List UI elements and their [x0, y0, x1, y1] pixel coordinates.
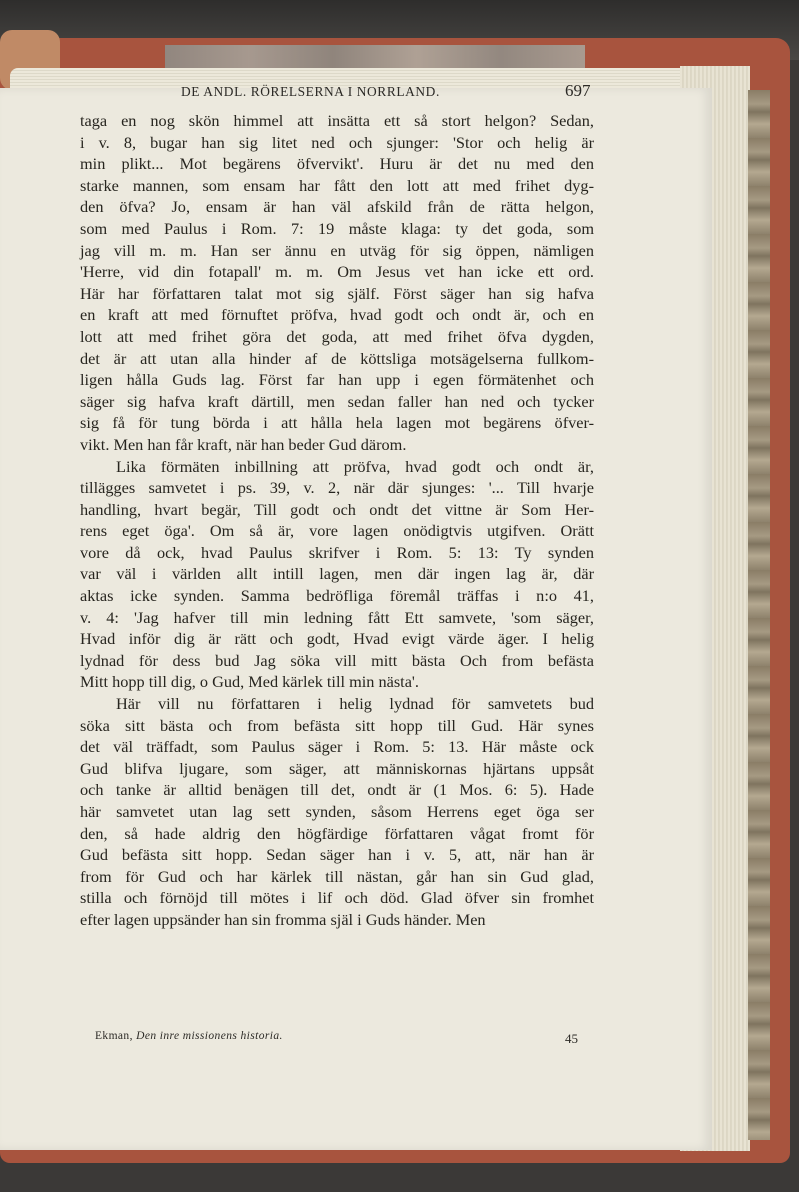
text-line: efter lagen uppsänder han sin fromma själ i Guds händer. Men	[80, 909, 486, 929]
marbled-page-edge	[748, 90, 770, 1140]
text-line: Gud blifva ljugare, som säger, att människornas hjärtans uppsåt	[80, 758, 594, 778]
text-line: v. 4: 'Jag hafver till min ledning fått Ett samvete, 'som säger,	[80, 607, 594, 627]
text-line: Här har författaren talat mot sig själf. Först säger han sig hafva	[80, 283, 594, 303]
text-line: söka sitt bästa och from befästa sitt hopp till Gud. Här synes	[80, 715, 594, 735]
page-footer	[80, 1030, 594, 1050]
paragraph	[80, 110, 594, 456]
page-header	[0, 81, 712, 108]
text-line: min plikt... Mot begärens öfvervikt'. Huru är det nu med den	[80, 154, 594, 174]
signature-line	[95, 1030, 283, 1042]
text-line: stilla och förnöjd till mötes i lif och död. Glad öfver sin fromhet	[80, 888, 594, 908]
text-line: aktas icke synden. Samma bedröfliga föremål träffas i n:o 41,	[80, 586, 594, 606]
signature-title: Den inre missionens historia.	[136, 1030, 283, 1042]
text-line: tillägges samvetet i ps. 39, v. 2, när där sjunges: '... Till hvarje	[80, 478, 594, 498]
text-line: en kraft att med förnuftet pröfva, hvad godt och ondt är, och en	[80, 305, 594, 325]
text-line: ligen hålla Guds lag. Först far han upp i egen förmätenhet och	[80, 370, 594, 390]
running-head: DE ANDL. RÖRELSERNA I NORRLAND.	[181, 84, 440, 99]
text-line: här samvetet utan lag sett synden, såsom Herrens eget öga ser	[80, 802, 594, 821]
text-line: den, så hade aldrig den högfärdige författaren vågat fromt för	[80, 823, 594, 843]
text-line: och tanke är alltid benägen till det, ondt är (1 Mos. 6: 5). Hade	[80, 780, 594, 800]
text-line: rens eget öga'. Om så är, vore lagen onödigtvis utgifven. Orätt	[80, 521, 594, 541]
text-line: vore då ock, hvad Paulus skrifver i Rom. 5: 13: Ty synden	[80, 542, 594, 562]
text-line: from för Gud och har kärlek till nästan, går han sin Gud glad,	[80, 866, 594, 886]
text-line: Gud befästa sitt hopp. Sedan säger han i v. 5, att, när han är	[80, 845, 594, 865]
text-line: lott att med frihet göra det goda, att med frihet öfva dygden,	[80, 326, 594, 346]
text-line: starke mannen, som ensam har fått den lott att med frihet dyg-	[80, 175, 594, 195]
signature-number: 45	[565, 1031, 578, 1046]
text-line: Här vill nu författaren i helig lydnad för samvetets bud	[116, 694, 594, 714]
text-line: taga en nog skön himmel att insätta ett så stort helgon? Sedan,	[80, 111, 594, 130]
text-line: det väl träffadt, som Paulus säger i Rom. 5: 13. Här måste ock	[80, 737, 594, 757]
text-line: sig få för tung börda i att hålla hela lagen mot begärens öfver-	[80, 413, 594, 433]
text-line: den öfva? Jo, ensam är han väl afskild från de rätta helgon,	[80, 197, 594, 217]
text-line: lydnad för dess bud Jag söka vill mitt bästa Och from befästa	[80, 650, 594, 670]
text-line: i v. 8, bugar han sig litet ned och sjunger: 'Stor och helig är	[80, 132, 594, 152]
text-line: handling, hvart begär, Till godt och ondt det vittne är Som Her-	[80, 499, 594, 519]
text-line: 'Herre, vid din fotapall' m. m. Om Jesus vet han icke ett ord.	[80, 262, 594, 282]
text-line: vikt. Men han får kraft, när han beder Gud därom.	[80, 434, 407, 454]
text-line: som med Paulus i Rom. 7: 19 måste klaga: ty det goda, som	[80, 218, 594, 238]
text-line: Hvad inför dig är rätt och godt, Hvad evigt värde äger. I helig	[80, 629, 594, 649]
page-number: 697	[565, 81, 591, 100]
signature-author: Ekman,	[95, 1030, 133, 1042]
paragraph	[80, 693, 594, 931]
body-text	[80, 110, 594, 931]
text-line: Mitt hopp till dig, o Gud, Med kärlek till min nästa'.	[80, 672, 419, 692]
text-line: säger sig hafva kraft därtill, men sedan faller han ned och tycker	[80, 391, 594, 411]
text-line: det är att utan alla hinder af de köttsliga motsägelserna fullkom-	[80, 348, 594, 368]
text-line: jag vill m. m. Han ser ännu en utväg för sig öppen, nämligen	[80, 240, 594, 260]
text-line: Lika förmäten inbillning att pröfva, hvad godt och ondt är,	[116, 456, 594, 476]
paragraph	[80, 456, 594, 694]
text-line: var väl i världen allt intill lagen, men där ingen lag är, där	[80, 564, 594, 584]
